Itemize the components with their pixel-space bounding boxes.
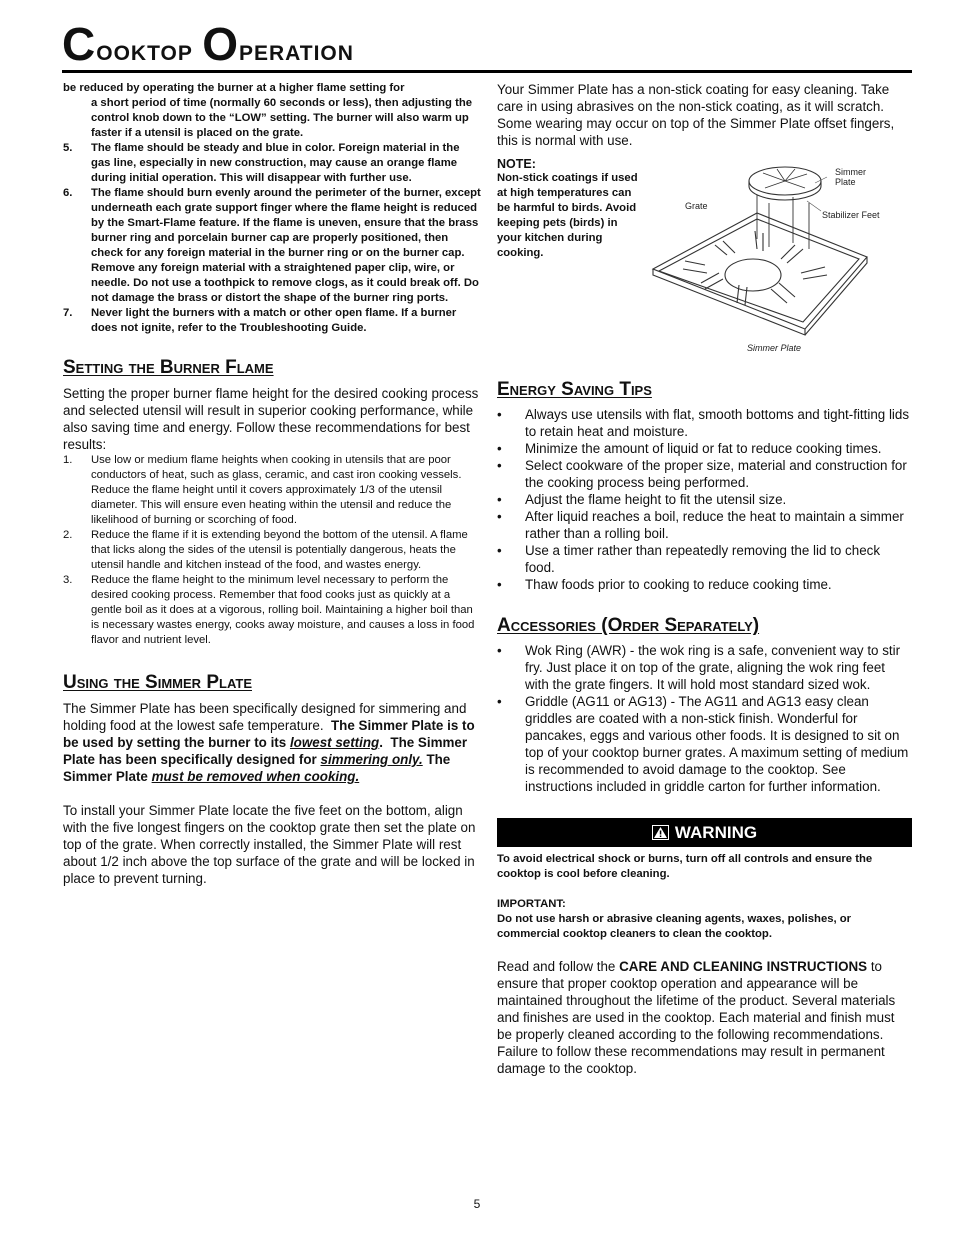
- list-item: • Use a timer rather than repeatedly removing the lid to check food.: [497, 543, 881, 575]
- list-item: 6. The flame should burn evenly around the perimeter of the burner, except underneath each grate support finger where the flame height is reduced by the Smart-Flame feature. If the flame is uneven, ensure that the brass burner ring and porcelain burner cap are properly positioned, then check for any foreign material in the burner ring or on the burner cap. Remove any foreign material with a straightened paper clip, wire, or needle. Do not use a toothpick to remove clogs, as it could break off. Do not damage the brass or distort the shape of the burner ring ports.: [63, 187, 481, 304]
- page-number: 5: [473, 1197, 481, 1211]
- simmer-plate-drawing: [749, 167, 821, 200]
- setting-flame-heading: Setting the Burner Flame: [63, 357, 274, 378]
- note-label: NOTE:: [497, 157, 536, 171]
- list-item: 7. Never light the burners with a match or other open flame. If a burner does not ignite, refer to the Troubleshooting Guide.: [63, 307, 457, 334]
- label-simmer-2: Plate: [835, 177, 856, 187]
- simmer-plate-diagram: [645, 157, 907, 357]
- list-item: 3. Reduce the flame height to the minimum level necessary to perform the desired cooking process. Remember that food cooks just as quickly at a gentle boil as it does at a vigorous, rolling boil. Maintaining a higher boil than is necessary wastes energy, cooks away moisture, and causes a loss in food flavor and nutrient level.: [63, 574, 475, 646]
- intro-continuation: be reduced by operating the burner at a higher flame setting for a short period of time (normally 60 seconds or less), then adjusting the control knob down to the “LOW” setting. The burner will also warm up faster if a utensil is placed on the grate. 5. The flame should be steady and blue in color. Foreign material in the gas line, especially in new construction, may cause an orange flame during initial operation. This will disappear with further use. 6. The flame should burn evenly around the perimeter of the burner, except underneath each grate support finger where the flame height is reduced by the Smart-Flame feature. If the flame is uneven, ensure that the brass burner ring and porcelain burner cap are properly positioned, then check for any foreign material in the burner ring or on the burner cap. Remove any foreign material with a straightened paper clip, wire, or needle. Do not use a toothpick to remove clogs, as it could break off. Do not damage the brass or distort the shape of the burner ring ports. 7. Never light the burners with a match or other open flame. If a burner does not ignite, refer to the Troubleshooting Guide.: [63, 82, 481, 334]
- simmer-plate-heading: Using the Simmer Plate: [63, 672, 252, 693]
- intro-list: [63, 141, 481, 336]
- right-column: [497, 81, 912, 1077]
- list-item: • After liquid reaches a boil, reduce the heat to maintain a simmer rather than a rolling boil.: [497, 509, 904, 541]
- list-item: • Adjust the flame height to fit the utensil size.: [497, 492, 787, 507]
- important-label: IMPORTANT:: [497, 898, 566, 910]
- warning-text: To avoid electrical shock or burns, turn off all controls and ensure the cooktop is cool before cleaning.: [497, 853, 873, 880]
- accessories-heading: Accessories (Order Separately): [497, 615, 760, 636]
- list-item: • Wok Ring (AWR) - the wok ring is a safe, convenient way to stir fry. Just place it on top of the grate, aligning the wok ring feet with the grate fingers. It will hold most standard sized wok.: [497, 643, 901, 692]
- important-text: Do not use harsh or abrasive cleaning agents, waxes, polishes, or commercial cooktop cleaners to clean the cooktop.: [497, 913, 852, 940]
- list-item: • Always use utensils with flat, smooth bottoms and tight-fitting lids to retain heat and moisture.: [497, 407, 910, 439]
- label-stabilizer-feet: Stabilizer Feet: [822, 210, 880, 220]
- list-item: 2. Reduce the flame if it is extending beyond the bottom of the utensil. A flame that licks along the sides of the utensil is potentially dangerous, heats the utensil handle and kitchen instead of the food, and wastes energy.: [63, 529, 468, 571]
- simmer-plate-paragraph-2: To install your Simmer Plate locate the five feet on the bottom, align with the five longest fingers on the cooktop grate then set the plate on top of the grate. When correctly installed, the Simmer Plate will rest about 1/2 inch above the top surface of the grate and will be locked in place to prevent turning.: [63, 803, 476, 886]
- list-item: • Minimize the amount of liquid or fat to reduce cooking times.: [497, 441, 882, 456]
- note-text: Non-stick coatings if used at high temperatures can be harmful to birds. Avoid keeping pets (birds) in your kitchen during cooking.: [497, 172, 638, 259]
- note-block: [497, 157, 639, 261]
- setting-flame-body: Setting the proper burner flame height for the desired cooking process and selected utensil will result in superior cooking performance, while also saving time and energy. Follow these recommendations for best results:: [63, 386, 479, 452]
- simmer-plate-paragraph-1: The Simmer Plate has been specifically designed for simmering and holding food at the lowest safe temperature. The Simmer Plate is to be used by setting the burner to its lowest setting. The Simmer Plate has been specifically designed for simmering only. The Simmer Plate must be removed when cooking.: [63, 701, 475, 784]
- list-item: 5. The flame should be steady and blue in color. Foreign material in the gas line, especially in new construction, may cause an orange flame during initial operation. This will disappear with further use.: [63, 142, 460, 184]
- energy-heading: Energy Saving Tips: [497, 379, 652, 400]
- left-column: [63, 81, 481, 887]
- energy-list: [497, 406, 912, 593]
- warning-banner: [497, 818, 912, 847]
- title-rule: [62, 70, 912, 73]
- list-item: • Griddle (AG11 or AG13) - The AG11 and AG13 easy clean griddles are coated with a non-stick finish. Wonderful for pancakes, eggs and various other foods. It is designed to sit on top of your cooktop burner grates. A maximum setting of medium is recommended to avoid damage to the cooktop. See instructions included in griddle carton for further information.: [497, 694, 909, 794]
- diagram-caption: Simmer Plate: [747, 343, 802, 353]
- list-item: • Thaw foods prior to cooking to reduce cooking time.: [497, 577, 832, 592]
- nonstick-paragraph: Your Simmer Plate has a non-stick coating for easy cleaning. Take care in using abrasives on the non-stick coating, as it will scratch. Some wearing may occur on top of the Simmer Plate offset fingers, this is normal with use.: [497, 82, 895, 148]
- accessories-list: [497, 642, 912, 795]
- label-simmer-1: Simmer: [835, 167, 866, 177]
- warning-triangle-icon: [652, 825, 669, 840]
- note-and-diagram: [497, 157, 912, 361]
- setting-flame-list: [63, 453, 481, 648]
- page-title: Cooktop Operation: [62, 18, 354, 70]
- warning-label: WARNING: [674, 822, 758, 842]
- list-item: 1. Use low or medium flame heights when cooking in utensils that are poor conductors of heat, such as glass, ceramic, and cast iron cooking vessels. Reduce the flame height until it covers approximately 1/3 of the utensil diameter. This will ensure even heating within the utensil and reduce the likelihood of burning or scorching of food.: [63, 454, 462, 526]
- label-grate: Grate: [685, 201, 708, 211]
- care-paragraph: Read and follow the CARE AND CLEANING INSTRUCTIONS to ensure that proper cooktop operation and appearance will be maintained throughout the lifetime of the product. Several materials and finishes are used in the cooktop. Each material and finish must be properly cleaned according to the following recommendations. Failure to follow these recommendations may result in permanent damage to the cooktop.: [497, 959, 896, 1076]
- list-item: • Select cookware of the proper size, material and construction for the cooking process being performed.: [497, 458, 907, 490]
